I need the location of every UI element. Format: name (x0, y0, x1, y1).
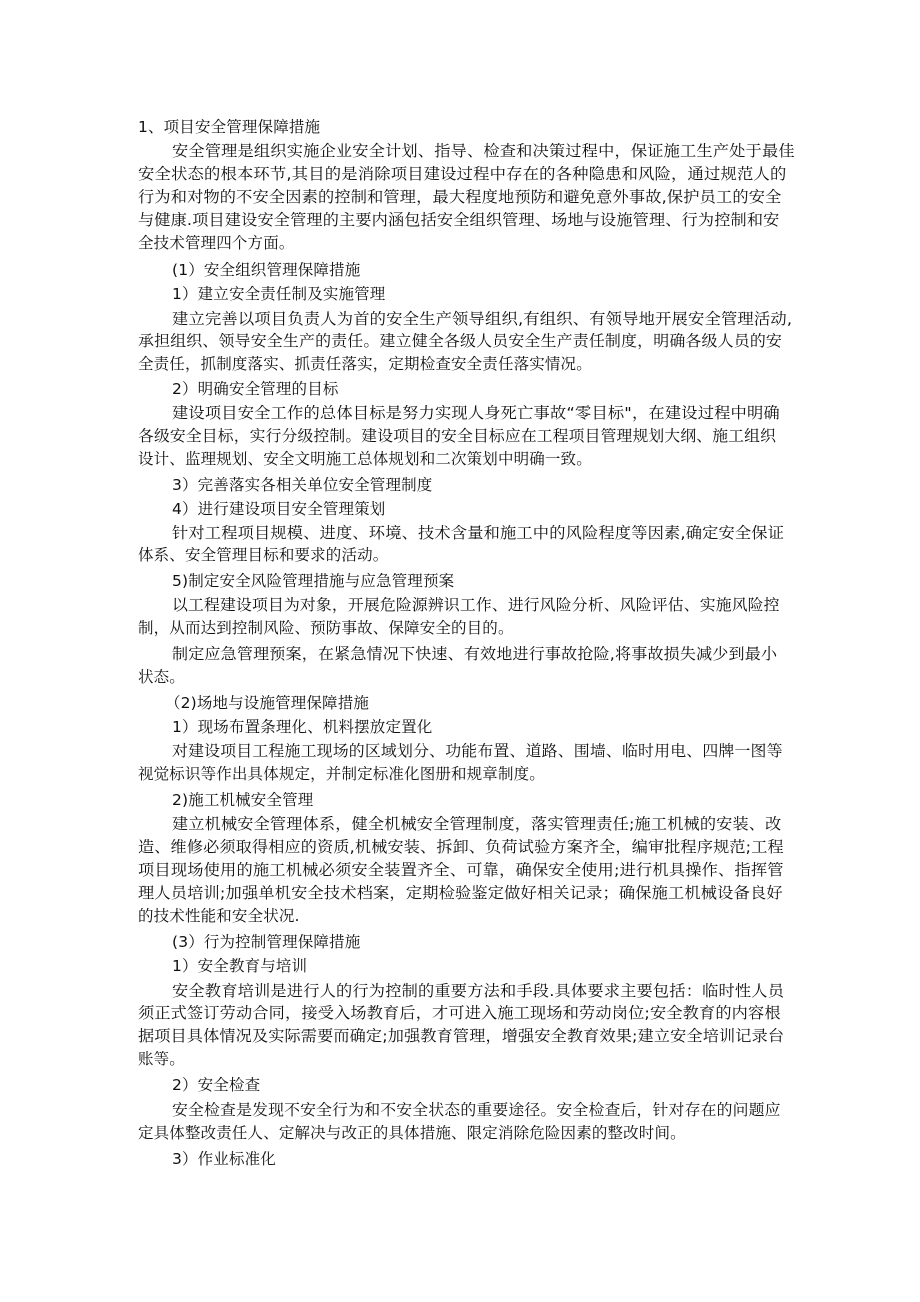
text-line: 1）建立安全责任制及实施管理 (172, 285, 386, 303)
text-line: 3）完善落实各相关单位安全管理制度 (172, 476, 433, 494)
text-line: 1）安全教育与培训 (172, 957, 308, 975)
text-line: (3）行为控制管理保障措施 (172, 933, 361, 951)
text-line: 安全检查是发现不安全行为和不安全状态的重要途径。安全检查后，针对存在的问题应 (172, 1101, 781, 1119)
text-line: 安全管理是组织实施企业安全计划、指导、检查和决策过程中，保证施工生产处于最佳 (172, 142, 795, 160)
text-line: 账等。 (138, 1050, 185, 1068)
text-line: 1）现场布置条理化、机料摆放定置化 (172, 718, 433, 736)
text-line: 4）进行建设项目安全管理策划 (172, 500, 386, 518)
text-line: 全技术管理四个方面。 (138, 234, 295, 252)
text-line: 的技术性能和安全状况. (138, 907, 300, 925)
text-line: 体系、安全管理目标和要求的活动。 (138, 546, 389, 564)
text-line: 以工程建设项目为对象，开展危险源辨识工作、进行风险分析、风险评估、实施风险控 (172, 596, 780, 614)
text-line: 项目现场使用的施工机械必须安全装置齐全、可靠，确保安全使用;进行机具操作、指挥管 (138, 861, 784, 879)
text-line: 对建设项目工程施工现场的区域划分、功能布置、道路、围墙、临时用电、四牌一图等 (172, 742, 783, 760)
text-line: 安全教育培训是进行人的行为控制的重要方法和手段.具体要求主要包括：临时性人员 (172, 982, 785, 1000)
text-line: 建立完善以项目负责人为首的安全生产领导组织,有组织、有领导地开展安全管理活动, (172, 310, 793, 328)
text-line: 设计、监理规划、安全文明施工总体规划和二次策划中明确一致。 (138, 450, 592, 468)
text-line: 3）作业标准化 (172, 1150, 276, 1168)
text-line: 2）安全检查 (172, 1076, 261, 1094)
text-line: （2)场地与设施管理保障措施 (165, 694, 370, 712)
text-line: 承担组织、领导安全生产的责任。建立健全各级人员安全生产责任制度，明确各级人员的安 (138, 332, 783, 350)
text-line: 各级安全目标，实行分级控制。建设项目的安全目标应在工程项目管理规划大纲、施工组织 (138, 427, 777, 445)
text-line: 安全状态的根本环节,其目的是消除项目建设过程中存在的各种隐患和风险，通过规范人的 (138, 165, 787, 183)
text-line: 定具体整改责任人、定解决与改正的具体措施、限定消除危险因素的整改时间。 (138, 1124, 686, 1142)
text-line: (1）安全组织管理保障措施 (172, 261, 361, 279)
text-line: 建设项目安全工作的总体目标是努力实现人身死亡事故“零目标"，在建设过程中明确 (172, 404, 780, 422)
text-line: 造、维修必须取得相应的资质,机械安装、拆卸、负荷试验方案齐全，编审批程序规范;工程 (138, 838, 784, 856)
text-line: 制，从而达到控制风险、预防事故、保障安全的目的。 (138, 619, 514, 637)
text-line: 视觉标识等作出具体规定，并制定标准化图册和规章制度。 (138, 765, 545, 783)
text-line: 针对工程项目规模、进度、环境、技术含量和施工中的风险程度等因素,确定安全保证 (172, 524, 785, 542)
text-line: 据项目具体情况及实际需要而确定;加强教育管理，增强安全教育效果;建立安全培训记录台 (138, 1027, 785, 1045)
text-line: 5)制定安全风险管理措施与应急管理预案 (172, 572, 455, 590)
text-line: 理人员培训;加强单机安全技术档案，定期检验鉴定做好相关记录；确保施工机械设备良好 (138, 884, 783, 902)
text-line: 制定应急管理预案，在紧急情况下快速、有效地进行事故抢险,将事故损失减少到最小 (172, 645, 778, 663)
text-line: 建立机械安全管理体系，健全机械安全管理制度，落实管理责任;施工机械的安装、改 (172, 815, 782, 833)
text-line: 全责任，抓制度落实、抓责任落实，定期检查安全责任落实情况。 (138, 355, 592, 373)
text-line: 状态。 (138, 668, 185, 686)
text-line: 与健康.项目建设安全管理的主要内涵包括安全组织管理、场地与设施管理、行为控制和安 (138, 211, 780, 229)
text-line: 须正式签订劳动合同，接受入场教育后，才可进入施工现场和劳动岗位;安全教育的内容根 (138, 1004, 781, 1022)
text-line: 1、项目安全管理保障措施 (138, 118, 321, 136)
text-line: 行为和对物的不安全因素的控制和管理，最大程度地预防和避免意外事故,保护员工的安全 (138, 188, 782, 206)
text-line: 2)施工机械安全管理 (172, 791, 314, 809)
text-line: 2）明确安全管理的目标 (172, 380, 339, 398)
